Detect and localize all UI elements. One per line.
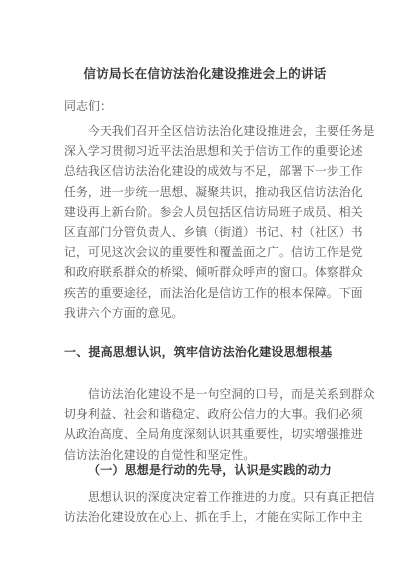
paragraph-line: 深入学习贯彻习近平法治思想和关于信访工作的重要论述 xyxy=(64,144,363,159)
paragraph-line: 思想认识的深度决定着工作推进的力度。只有真正把信 xyxy=(88,490,375,504)
paragraph-line: 访法治化建设放在心上、抓在手上，才能在实际工作中主 xyxy=(64,510,363,525)
paragraph-line: 总结我区信访法治化建设的成效与不足，部署下一步工作 xyxy=(64,164,363,179)
paragraph-line: 区直部门分管负责人、乡镇（街道）书记、村（社区）书 xyxy=(64,224,363,239)
paragraph-intro xyxy=(64,121,375,323)
paragraph-line: 信访法治化建设不是一句空洞的口号，而是关系到群众 xyxy=(88,387,375,401)
paragraph-line: 建设再上新台阶。参会人员包括区信访局班子成员、相关 xyxy=(64,204,363,219)
paragraph-line: 疾苦的重要途径，而法治化是信访工作的根本保障。下面 xyxy=(64,285,363,300)
salutation: 同志们： xyxy=(64,99,113,113)
document-title: 信访局长在信访法治化建设推进会上的讲话 xyxy=(83,66,327,81)
section-heading-1: 一、提高思想认识，筑牢信访法治化建设思想根基 xyxy=(64,345,333,359)
paragraph-line: 和政府联系群众的桥梁、倾听群众呼声的窗口。体察群众 xyxy=(64,265,363,280)
paragraph-line: 记，可见这次会议的重要性和覆盖面之广。信访工作是党 xyxy=(64,245,363,260)
paragraph-line: 信访法治化建设的自觉性和坚定性。 xyxy=(64,447,256,462)
subsection-heading-1: （一）思想是行动的先导，认识是实践的动力 xyxy=(88,463,333,477)
paragraph-line: 从政治高度、全局角度深刻认识其重要性，切实增强推进 xyxy=(64,427,363,442)
paragraph-section-1 xyxy=(64,384,375,465)
paragraph-line: 我讲六个方面的意见。 xyxy=(64,305,184,320)
paragraph-line: 切身利益、社会和谐稳定、政府公信力的大事。我们必须 xyxy=(64,407,363,422)
paragraph-line: 今天我们召开全区信访法治化建设推进会，主要任务是 xyxy=(88,124,375,138)
paragraph-line: 任务，进一步统一思想、凝聚共识，推动我区信访法治化 xyxy=(64,184,363,199)
paragraph-subsection-1 xyxy=(64,487,375,527)
